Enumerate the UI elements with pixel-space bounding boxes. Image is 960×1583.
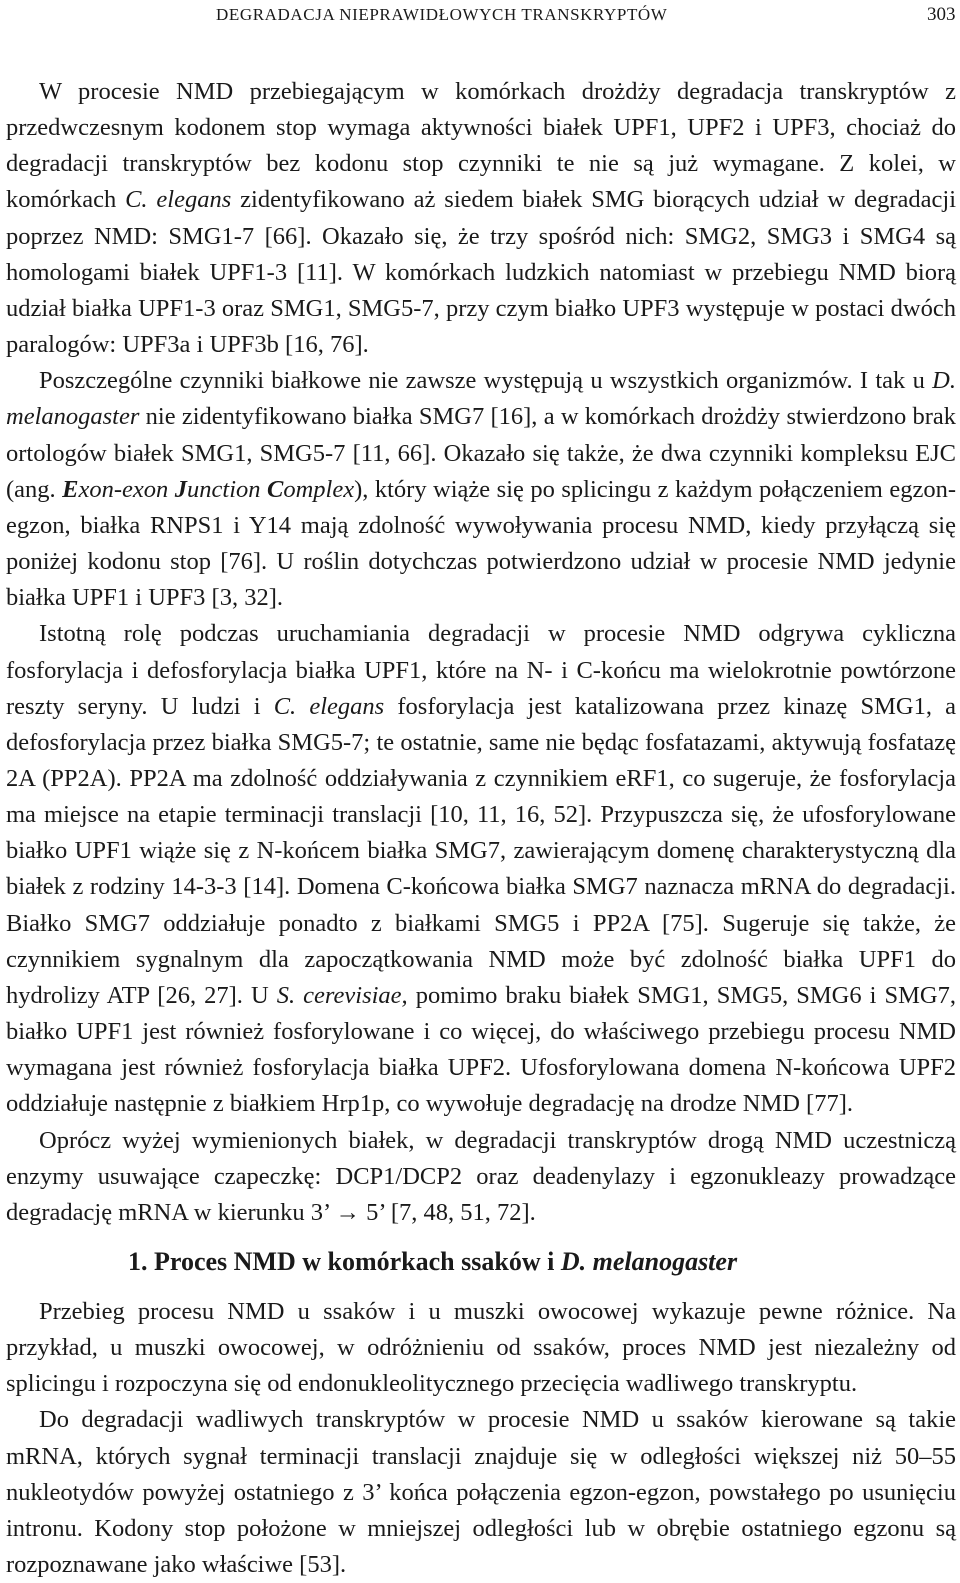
text-run: 1. Proces NMD w komórkach ssaków i [128, 1247, 561, 1276]
text-run: Poszczególne czynniki białkowe nie zawsze występują u wszystkich organizmów. I tak u [39, 367, 933, 395]
text-run: ), który wiąże się po splicingu z każdym połączeniem egzon-egzon, białka RNPS1 i Y14 mają zdolność wywoływania procesu NMD, kiedy przyłączą się poniżej kodonu stop [76]. U roślin dotychczas potwierdzono udział w procesie NMD jedynie białka UPF1 i UPF3 [3, 32]. [6, 475, 956, 612]
text-run: pomimo braku białek SMG1, SMG5, SMG6 i SMG7, białko UPF1 jest również fosforylowane i co więcej, do właściwego przebiegu procesu NMD wymagana jest również fosforylacja białka UPF2. Ufosforylowana domena N-końcowa UPF2 oddziałuje następnie z białkiem Hrp1p, co wywołuje degradację na drodze NMD [77]. [6, 981, 956, 1118]
text-run: fosforylacja jest katalizowana przez kinazę SMG1, a defosforylacja przez białka SMG5-7; te ostatnie, same nie będąc fosfatazami, aktywują fosfatazę 2A (PP2A). PP2A ma zdolność oddziaływania z czynnikiem eRF1, co sugeruje, że fosforylacja ma miejsce na etapie terminacji translacji [10, 11, 16, 52]. Przypuszcza się, że ufosforylowane białko UPF1 wiąże się z N-końcem białka SMG7, zawierającym domenę charakterystyczną dla białek z rodziny 14-3-3 [14]. Domena C-końcowa białka SMG7 naznacza mRNA do degradacji. Białko SMG7 oddziałuje ponadto z białkami SMG5 i PP2A [75]. Sugeruje się także, że czynnikiem sygnalnym dla zapoczątkowania NMD może być zdolność białka UPF1 do hydrolizy ATP [26, 27]. U [6, 692, 956, 1009]
section-heading [6, 1244, 956, 1280]
italic-text: D. melanogaster [6, 367, 956, 431]
italic-text: S. cerevisiae, [276, 981, 408, 1009]
page-number: 303 [927, 4, 956, 25]
text-run: W procesie NMD przebiegającym w komórkach drożdży degradacja transkryptów z przedwczesnym kodonem stop wymaga aktywności białek UPF1, UPF2 i UPF3, chociaż do degradacji transkryptów bez kodonu stop czynniki te nie są już wymagane. Z kolei, w komórkach [6, 78, 956, 214]
paragraph [6, 1402, 956, 1583]
italic-text: omplex [283, 475, 355, 503]
bold-text: E [62, 475, 79, 503]
paragraph [6, 1294, 956, 1402]
paragraph [6, 74, 956, 363]
body-text [6, 74, 956, 1583]
italic-text: unction [187, 475, 267, 503]
text-run: Istotną rolę podczas uruchamiania degradacji w procesie NMD odgrywa cykliczna fosforylacja i defosforylacja białka UPF1, które na N- i C-końcu ma wielokrotnie powtórzone reszty seryny. U ludzi i [6, 620, 956, 720]
bold-text: J [174, 475, 188, 503]
text-run: Przebieg procesu NMD u ssaków i u muszki owocowej wykazuje pewne różnice. Na przykład, u muszki owocowej, w odróżnieniu od ssaków, proces NMD jest niezależny od splicingu i rozpoczyna się od endonukleolitycznego przecięcia wadliwego transkryptu. [6, 1298, 956, 1398]
text-run: zidentyfikowano aż siedem białek SMG biorących udział w degradacji poprzez NMD: SMG1-7 [66]. Okazało się, że trzy spośród nich: SMG2, SMG3 i SMG4 są homologami białek UPF1-3 [11]. W komórkach ludzkich natomiast w przebiegu NMD biorą udział białka UPF1-3 oraz SMG1, SMG5-7, przy czym białko UPF3 występuje w postaci dwóch paralogów: UPF3a i UPF3b [16, 76]. [6, 186, 957, 359]
italic-text: C. elegans [125, 186, 232, 214]
bold-text: C [267, 475, 284, 503]
italic-text: D. melanogaster [560, 1247, 738, 1276]
text-run: nie zidentyfikowano białka SMG7 [16], a w komórkach drożdży stwierdzono brak ortologów białek SMG1, SMG5-7 [11, 66]. Okazało się także, że dwa czynniki kompleksu EJC (ang. [6, 403, 956, 503]
paragraph [6, 1123, 956, 1231]
text-run: Do degradacji wadliwych transkryptów w procesie NMD u ssaków kierowane są takie mRNA, których sygnał terminacji translacji znajduje się w odległości większej niż 50–55 nukleotydów powyżej ostatniego z 3’ końca połączenia egzon-egzon, powstałego po usunięciu intronu. Kodony stop położone w mniejszej odległości lub w obrębie ostatniego egzonu są rozpoznawane jako właściwe [53]. [6, 1406, 956, 1579]
running-header [0, 0, 960, 40]
paragraph [6, 363, 956, 616]
running-title: DEGRADACJA NIEPRAWIDŁOWYCH TRANSKRYPTÓW [216, 5, 668, 24]
italic-text: xon-exon [78, 475, 175, 503]
text-run: Oprócz wyżej wymienionych białek, w degradacji transkryptów drogą NMD uczestniczą enzymy usuwające czapeczkę: DCP1/DCP2 oraz deadenylazy i egzonukleazy prowadzące degradację mRNA w kierunku 3’ → 5’ [7, 48, 51, 72]. [6, 1126, 956, 1226]
italic-text: C. elegans [273, 692, 385, 720]
paragraph [6, 616, 956, 1122]
